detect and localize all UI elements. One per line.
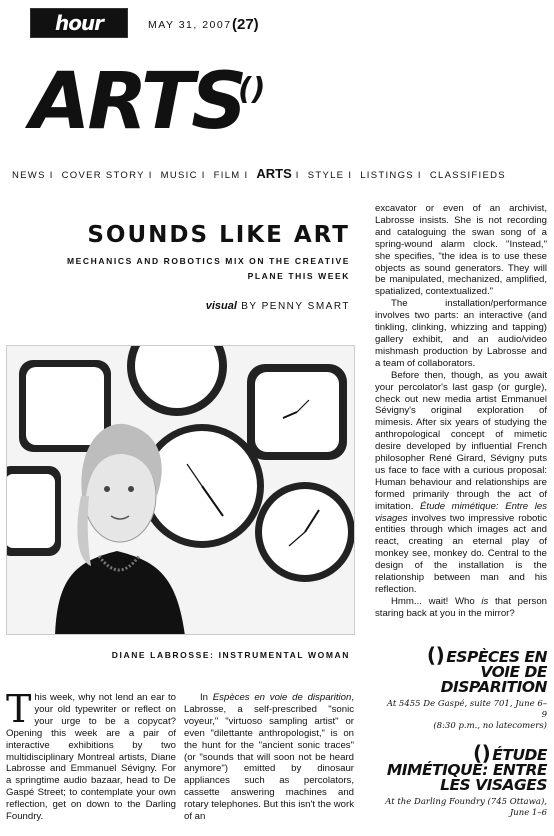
section-title: ARTS (30, 57, 245, 147)
byline (40, 300, 350, 312)
article-column-2: In Espèces en voie de disparition, Labrosse, a self-prescribed "sonic voyeur," "virtuoso sampling artist" or even "dilettante anthropologist," is on the hunt for the "ancient sonic traces" (or "sounds that will soon not be heard anymore") emitted by dinosaur appliances such as percolators, cassette answering machines and rotary telephones. But this isn't the work of an (184, 692, 354, 823)
event-listing-1 (385, 643, 547, 732)
clock-left-mid (7, 466, 61, 556)
event-details: At the Darling Foundry (745 Ottawa), June 1–6 (385, 797, 547, 818)
clock-top-right (247, 364, 347, 460)
byline-author: BY PENNY SMART (241, 301, 350, 312)
nav-style[interactable]: STYLE (307, 170, 345, 181)
nav-cover-story[interactable]: COVER STORY (61, 170, 145, 181)
nav-listings[interactable]: LISTINGS (360, 170, 414, 181)
article-photo (6, 345, 355, 635)
event-title: () ESPÈCES EN VOIE DE DISPARITION (426, 643, 547, 696)
article-deck: MECHANICS AND ROBOTICS MIX ON THE CREATIVE PLANE THIS WEEK (66, 256, 350, 281)
section-nav: NEWS I COVER STORY I MUSIC I FILM I ARTS I STYLE I LISTINGS I CLASSIFIEDS (12, 166, 506, 181)
nav-arts[interactable]: ARTS (256, 166, 292, 181)
nav-news[interactable]: NEWS (12, 170, 46, 181)
byline-section: visual (205, 300, 237, 312)
issue-date: MAY 31, 2007 (148, 19, 232, 31)
nav-film[interactable]: FILM (213, 170, 241, 181)
clock-right-lower (255, 482, 355, 582)
nav-classifieds[interactable]: CLASSIFIEDS (429, 170, 506, 181)
article-headline: SOUNDS LIKE ART (87, 222, 350, 248)
photo-clocks-illustration (7, 346, 355, 635)
article-column-3: excavator or even of an archivist, Labrosse insists. She is not recording and cataloguing the swan song of a spring-wound alarm clock. "Instead," she specifies, "the idea is to use these objects as sound generators. They will be manipulated, mechanized, amplified, spatialized, contextualized." The installation/performance involves two parts: an interactive (and tinkling, clinking, whizzing and tapping) gallery exhibit, and an audio/video mishmash production by Labrosse and a team of collaborators. Before then, though, as you await your percolator's last gasp (or gurgle), check out new media artist Emmanuel Sévigny's original exploration of mimesis. After six years of studying the anthropological concept of mimetic desire developed by influential French philosopher René Girard, Sévigny puts us face to face with a curious proposal: Human behaviour and relationships are formed primarily through the act of imitation. Étude mimétique: Entre les visages involves two impressive robotic entities through which images act and react, creating an eternal play of monkey see, monkey do. Central to the design of the installation is the relationship between man and his reflection. Hmm... wait! Who is that person staring back at you in the mirror? (375, 203, 548, 619)
event-listing-2 (385, 741, 547, 819)
event-title: () ÉTUDE MIMÉTIQUE: ENTRE LES VISAGES (386, 741, 547, 794)
issue-number: (27) (232, 16, 259, 33)
section-mark: () (238, 72, 266, 107)
article-column-1: This week, why not lend an ear to your old typewriter or reflect on your urge to be a copycat? Opening this week are a pair of interactive exhibitions by two multidisciplinary Montreal artists, Diane Labrosse and Emmanuel Sévigny. For a springtime audio bazaar, head to De Gaspé Street; to contemplate your own reflection, get on down to the Darling Foundry. (6, 687, 176, 823)
drop-cap: T (6, 687, 32, 731)
hour-logo: hour (30, 8, 128, 38)
event-details: At 5455 De Gaspé, suite 701, June 6–9 (8:30 p.m., no latecomers) (386, 699, 547, 731)
photo-caption: DIANE LABROSSE: INSTRUMENTAL WOMAN (111, 650, 350, 660)
nav-music[interactable]: MUSIC (160, 170, 198, 181)
